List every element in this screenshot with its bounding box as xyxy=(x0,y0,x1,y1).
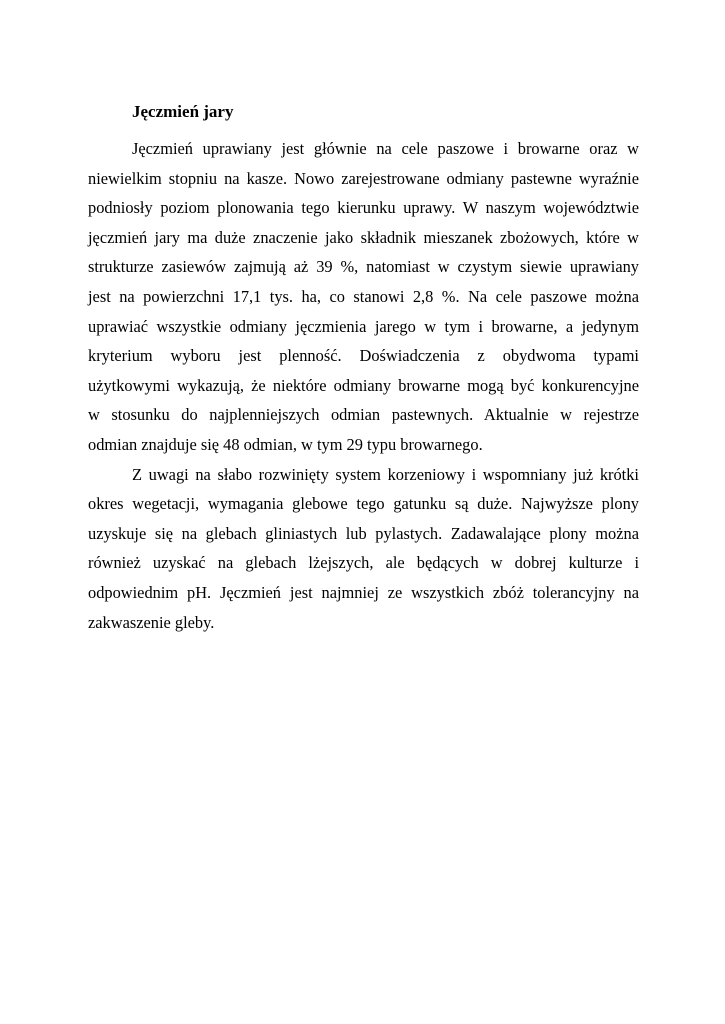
paragraph-line: Z uwagi na słabo rozwinięty system korzeniowy i wspomniany już krótki xyxy=(132,464,639,484)
paragraph-line: okres wegetacji, wymagania glebowe tego gatunku są duże. Najwyższe plony xyxy=(88,494,639,514)
section-heading: Jęczmień jary xyxy=(132,102,234,121)
paragraph-line: jęczmień jary ma duże znaczenie jako składnik mieszanek zbożowych, które w xyxy=(88,227,639,247)
paragraph-line: niewielkim stopniu na kasze. Nowo zarejestrowane odmiany pastewne wyraźnie xyxy=(88,168,639,188)
paragraph-line: kryterium wyboru jest plenność. Doświadczenia z obydwoma typami xyxy=(88,346,639,366)
paragraph-line: odmian znajduje się 48 odmian, w tym 29 typu browarnego. xyxy=(88,434,483,454)
paragraph-1 xyxy=(88,134,639,460)
paragraph-line: uzyskuje się na glebach gliniastych lub pylastych. Zadawalające plony można xyxy=(88,523,639,543)
paragraph-line: jest na powierzchni 17,1 tys. ha, co stanowi 2,8 %. Na cele paszowe można xyxy=(88,286,639,306)
paragraph-2 xyxy=(88,460,639,638)
paragraph-line: zakwaszenie gleby. xyxy=(88,612,215,632)
body-text xyxy=(88,134,639,637)
paragraph-line: w stosunku do najplenniejszych odmian pastewnych. Aktualnie w rejestrze xyxy=(88,405,639,425)
paragraph-line: Jęczmień uprawiany jest głównie na cele paszowe i browarne oraz w xyxy=(132,139,639,158)
paragraph-line: podniosły poziom plonowania tego kierunku uprawy. W naszym województwie xyxy=(88,198,639,218)
paragraph-line: użytkowymi wykazują, że niektóre odmiany browarne mogą być konkurencyjne xyxy=(88,375,639,395)
paragraph-line: strukturze zasiewów zajmują aż 39 %, natomiast w czystym siewie uprawiany xyxy=(88,257,639,277)
paragraph-line: uprawiać wszystkie odmiany jęczmienia jarego w tym i browarne, a jedynym xyxy=(88,316,639,336)
paragraph-line: odpowiednim pH. Jęczmień jest najmniej ze wszystkich zbóż tolerancyjny na xyxy=(88,582,639,602)
paragraph-line: również uzyskać na glebach lżejszych, ale będących w dobrej kulturze i xyxy=(88,553,639,573)
